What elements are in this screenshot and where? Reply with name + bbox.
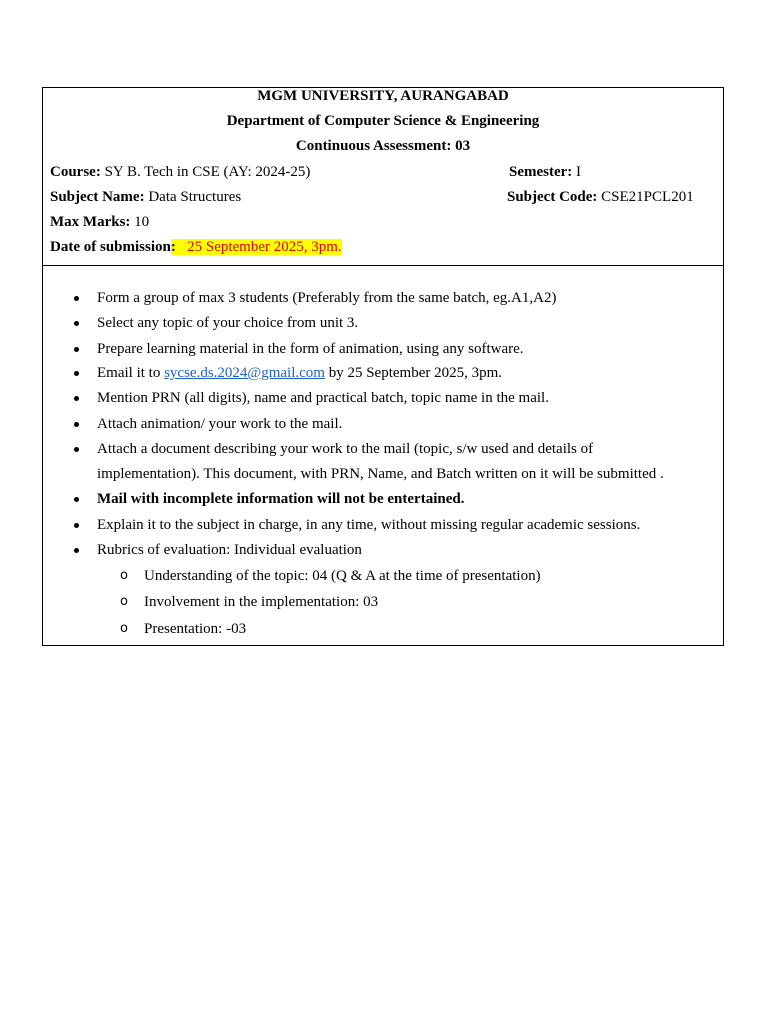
circle-bullet-icon: o <box>120 568 128 583</box>
list-item-text: implementation). This document, with PRN, Name, and Batch written on it will be submitted . <box>97 466 664 482</box>
bullet-icon <box>74 371 79 376</box>
bullet-icon <box>74 396 79 401</box>
email-prefix: Email it to <box>97 365 161 381</box>
subject-name-value: Data Structures <box>148 189 242 205</box>
list-item-text: Form a group of max 3 students (Preferably from the same batch, eg.A1,A2) <box>97 290 557 306</box>
assessment-title: Continuous Assessment: 03 <box>295 138 471 154</box>
list-item-text: Attach animation/ your work to the mail. <box>97 416 343 432</box>
course-label: Course: <box>50 164 101 180</box>
submission-date <box>176 239 342 255</box>
course-line <box>50 164 310 181</box>
list-item-text: Mention PRN (all digits), name and practical batch, topic name in the mail. <box>97 390 549 406</box>
subject-name-line <box>50 189 241 206</box>
subject-code-line <box>507 189 694 206</box>
bullet-icon <box>74 347 79 352</box>
subject-code-value: CSE21PCL201 <box>601 189 694 205</box>
max-marks-label: Max Marks: <box>50 214 131 230</box>
bullet-icon <box>74 422 79 427</box>
submission-colon: : <box>170 239 176 255</box>
max-marks-line <box>50 214 149 231</box>
bullet-icon <box>74 447 79 452</box>
semester-label: Semester: <box>509 164 573 180</box>
bullet-icon <box>74 548 79 553</box>
sub-list-item-text: Involvement in the implementation: 03 <box>144 594 379 610</box>
department-title: Department of Computer Science & Engineering <box>226 113 540 129</box>
header-section <box>43 88 723 266</box>
submission-date-text: 25 September 2025, 3pm. <box>187 239 342 255</box>
list-item-text: Explain it to the subject in charge, in any time, without missing regular academic sessions. <box>97 517 641 533</box>
email-instruction <box>97 365 502 382</box>
list-item-text: Rubrics of evaluation: Individual evaluation <box>97 542 362 558</box>
circle-bullet-icon: o <box>120 594 128 609</box>
bullet-icon <box>74 296 79 301</box>
bullet-icon <box>74 321 79 326</box>
sub-list-item-text: Understanding of the topic: 04 (Q & A at the time of presentation) <box>144 568 541 584</box>
university-title: MGM UNIVERSITY, AURANGABAD <box>257 88 509 104</box>
bullet-icon <box>74 523 79 528</box>
list-item-text: Select any topic of your choice from unit 3. <box>97 315 359 331</box>
submission-line <box>50 239 342 256</box>
semester-line <box>509 164 581 181</box>
submission-label: Date of submission <box>50 239 171 255</box>
circle-bullet-icon: o <box>120 621 128 636</box>
course-value: SY B. Tech in CSE (AY: 2024-25) <box>104 164 311 180</box>
list-item-text: Mail with incomplete information will not be entertained. <box>97 491 465 507</box>
semester-value: I <box>576 164 582 180</box>
list-item-text: Prepare learning material in the form of animation, using any software. <box>97 341 524 357</box>
subject-code-label: Subject Code: <box>507 189 598 205</box>
list-item-text: Attach a document describing your work to the mail (topic, s/w used and details of <box>97 441 594 457</box>
email-link[interactable]: sycse.ds.2024@gmail.com <box>164 365 325 381</box>
max-marks-value: 10 <box>134 214 150 230</box>
bullet-icon <box>74 497 79 502</box>
assessment-document <box>42 87 724 646</box>
sub-list-item-text: Presentation: -03 <box>144 621 247 637</box>
email-suffix: by 25 September 2025, 3pm. <box>328 365 503 381</box>
subject-name-label: Subject Name: <box>50 189 145 205</box>
